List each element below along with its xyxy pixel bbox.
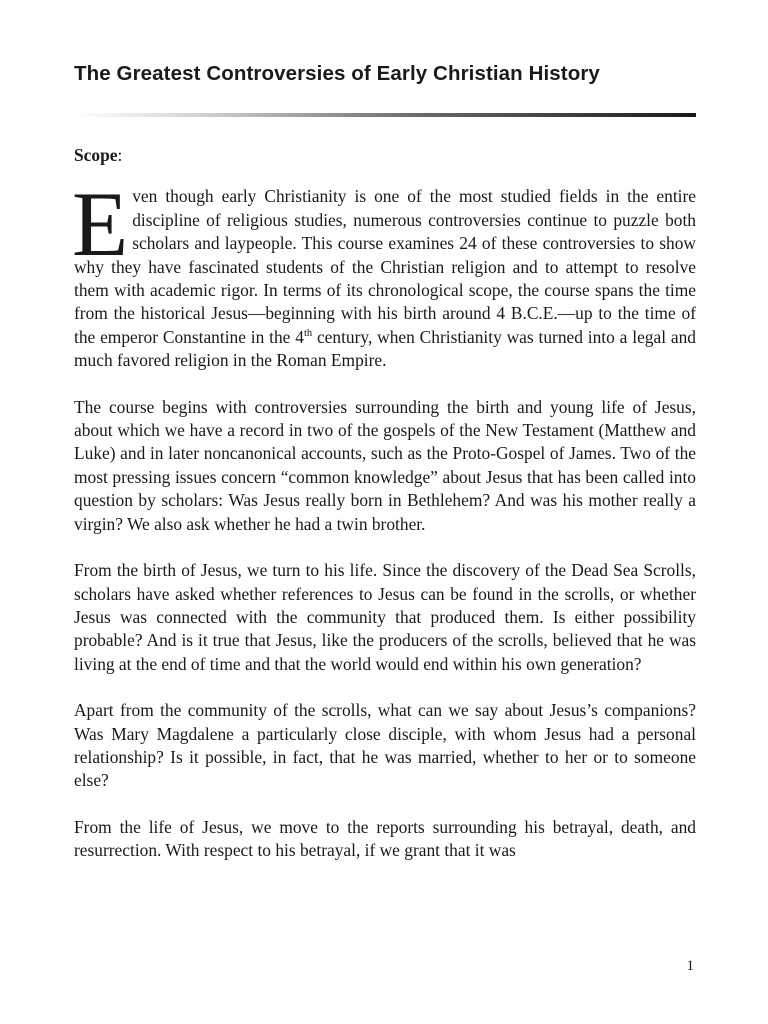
paragraph-1-text-b: century, when Christianity was turned into a legal and much favored religion in the Roman Empire. — [74, 326, 696, 371]
paragraph-2: The course begins with controversies surrounding the birth and young life of Jesus, about which we have a record in two of the gospels of the New Testament (Matthew and Luke) and in later noncanonical accounts, such as the Proto-Gospel of James. Two of the most pressing issues concern “common knowledge” about Jesus that has been called into question by scholars: Was Jesus really born in Bethlehem? And was his mother really a virgin? We also ask whether he had a twin brother. — [74, 396, 696, 534]
paragraph-4: Apart from the community of the scrolls, what can we say about Jesus’s companions? Was Mary Magdalene a particularly close disciple, with whom Jesus had a personal relationship? Is it possible, in fact, that he was married, whether to her or to someone else? — [74, 700, 696, 791]
scope-heading — [74, 144, 696, 167]
paragraph-5: From the life of Jesus, we move to the reports surrounding his betrayal, death, and resurrection. With respect to his betrayal, if we grant that it was — [74, 816, 696, 861]
paragraph-1 — [72, 173, 696, 372]
scope-label: Scope — [74, 145, 118, 165]
title-rule — [74, 113, 696, 117]
paragraph-1-text-a: ven though early Christianity is one of the most studied fields in the entire discipline of religious studies, numerous controversies continue to puzzle both scholars and laypeople. This course examines 24 of these controversies to show why they have fascinated students of the Christian religion and to attempt to resolve them with academic rigor. In terms of its chronological scope, the course spans the time from the historical Jesus—beginning with his birth around 4 B.C.E.—up to the time of the emperor Constantine in the 4 — [74, 186, 696, 347]
scope-colon: : — [117, 145, 123, 165]
body-text — [74, 144, 696, 886]
ordinal-superscript: th — [303, 327, 313, 339]
drop-cap: E — [72, 173, 129, 276]
paragraph-3: From the birth of Jesus, we turn to his life. Since the discovery of the Dead Sea Scrolls, scholars have asked whether references to Jesus can be found in the scrolls, or whether Jesus was connected with the community that produced them. Is either possibility probable? And is it true that Jesus, like the producers of the scrolls, believed that he was living at the end of time and that the world would end within his own generation? — [74, 560, 696, 674]
page-title: The Greatest Controversies of Early Christian History — [74, 62, 600, 85]
page-number: 1 — [686, 958, 694, 974]
